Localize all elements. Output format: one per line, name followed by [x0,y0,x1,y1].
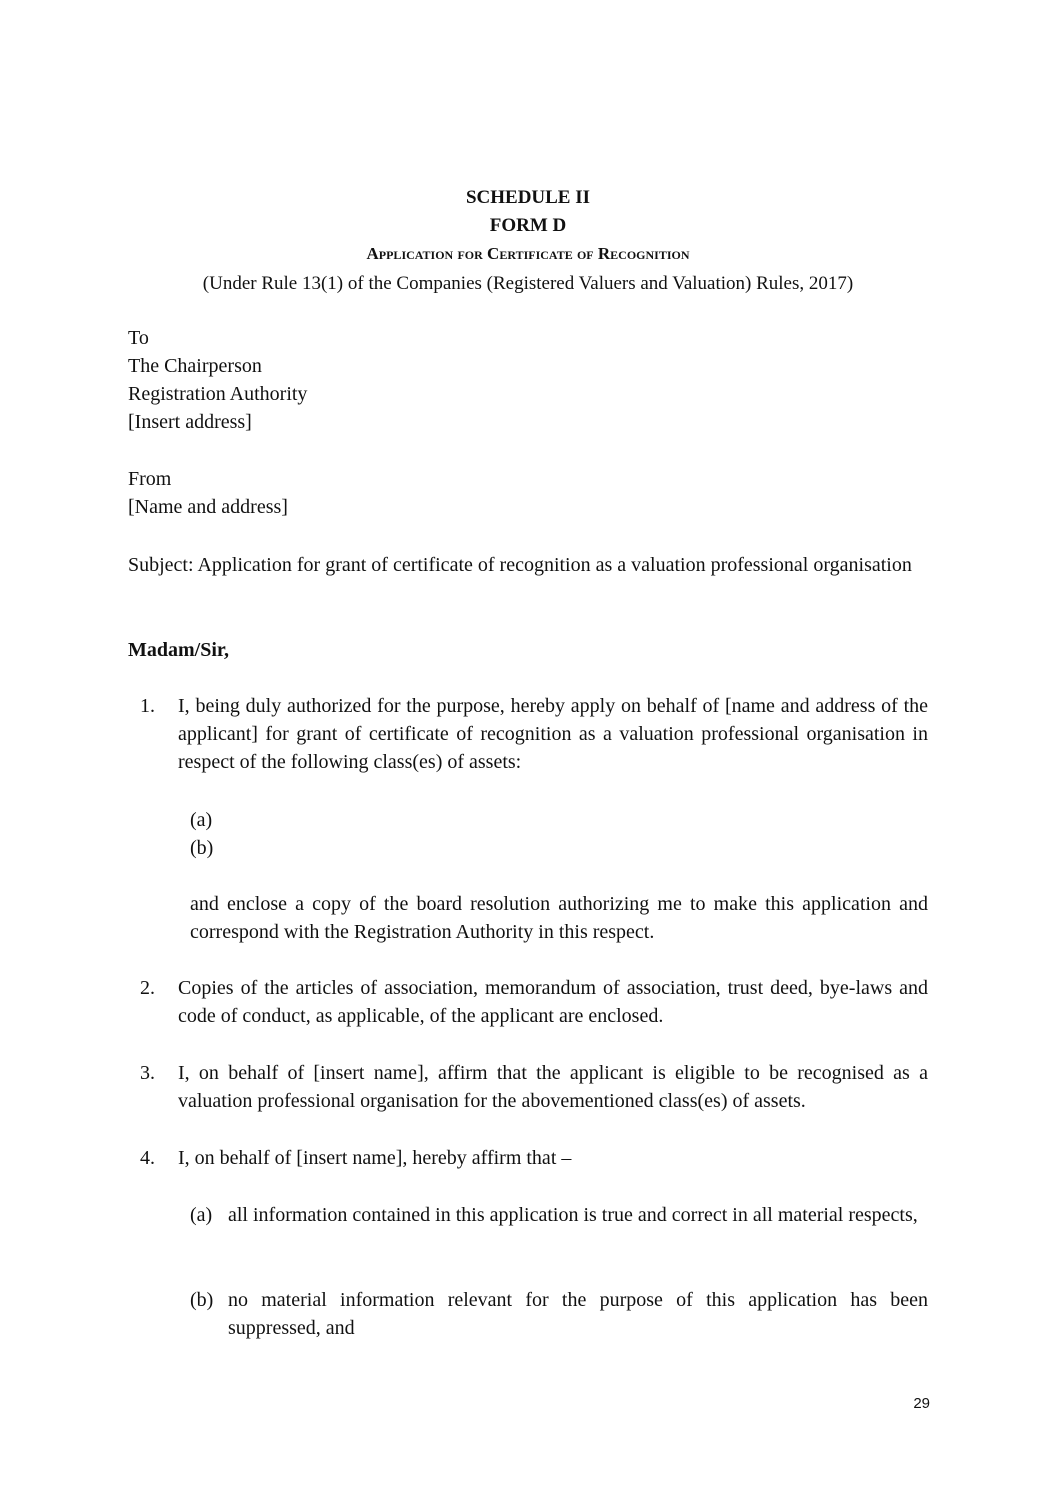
item-1-continuation: and enclose a copy of the board resolution authorizing me to make this application and correspond with the Registration Authority in this respect. [190,893,928,943]
item-number: 2. [140,977,155,999]
list-item-2 [128,974,928,1030]
item-text: I, on behalf of [insert name], hereby affirm that – [178,1147,572,1169]
item-text: I, being duly authorized for the purpose, hereby apply on behalf of [name and address of the applicant] for grant of certificate of recognition as a valuation professional organisation in respect of the following class(es) of assets: [178,695,928,773]
to-line: The Chairperson [128,355,262,377]
sub-item-text: all information contained in this application is true and correct in all material respects, [228,1204,918,1226]
sub-item-a [190,1201,928,1229]
from-address-block [128,465,928,521]
form-heading [128,184,928,298]
item-text: Copies of the articles of association, memorandum of association, trust deed, bye-laws and code of conduct, as applicable, of the applicant are enclosed. [178,977,928,1027]
sub-item-label: (b) [190,1289,214,1311]
application-title: Application for Certificate of Recognition [366,244,690,263]
subject-line: Subject: Application for grant of certificate of recognition as a valuation professional organisation [128,554,912,576]
under-rule-reference: (Under Rule 13(1) of the Companies (Registered Valuers and Valuation) Rules, 2017) [202,273,854,294]
item-number: 1. [140,695,155,717]
list-item-3 [128,1059,928,1115]
to-line: [Insert address] [128,411,252,433]
sub-item-label: (a) [190,1204,213,1226]
salutation: Madam/Sir, [128,639,229,661]
asset-class-b: (b) [190,837,214,859]
list-item-1 [128,692,928,776]
sub-item-b [190,1286,928,1342]
item-text: I, on behalf of [insert name], affirm that the applicant is eligible to be recognised as a valuation professional organisation for the abovementioned class(es) of assets. [178,1062,928,1112]
sub-item-text: no material information relevant for the purpose of this application has been suppressed, and [228,1289,928,1339]
from-line: [Name and address] [128,496,288,518]
item-number: 4. [140,1147,155,1169]
asset-class-a: (a) [190,809,213,831]
to-address-block [128,324,928,436]
form-title: FORM D [489,215,567,236]
schedule-title: SCHEDULE II [465,187,591,208]
page-number: 29 [913,1395,930,1412]
list-item-4 [128,1144,928,1172]
to-line: To [128,327,149,349]
to-line: Registration Authority [128,383,308,405]
from-line: From [128,468,172,490]
item-number: 3. [140,1062,155,1084]
